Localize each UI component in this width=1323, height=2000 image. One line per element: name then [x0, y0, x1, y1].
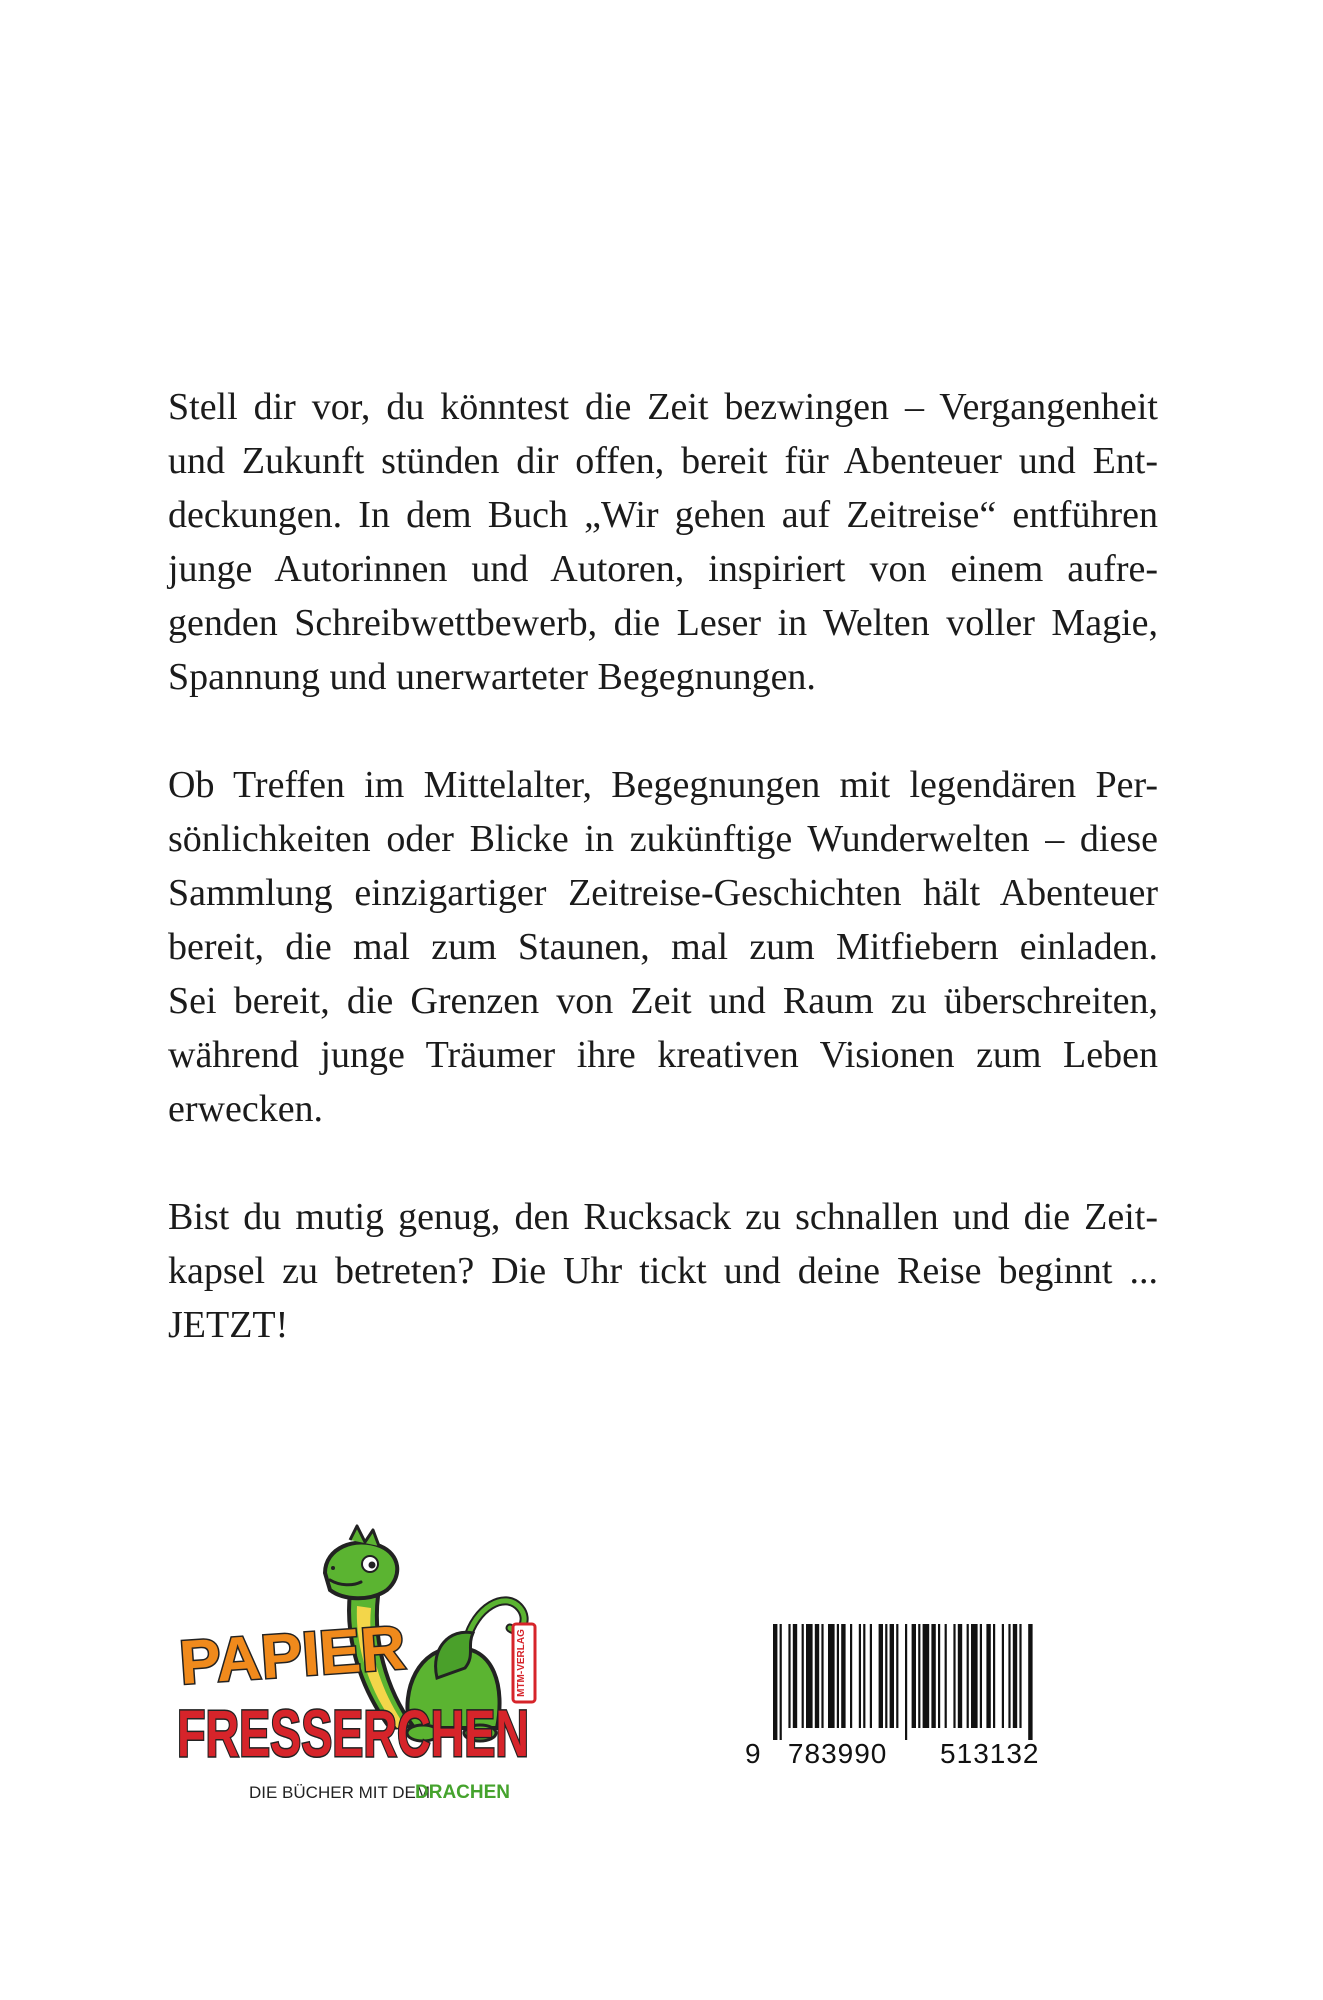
barcode-bar [912, 1624, 916, 1728]
blurb-line: Spannung und unerwarteter Begegnungen. [168, 656, 816, 698]
barcode-bar [1028, 1624, 1032, 1740]
barcode-bar [841, 1624, 845, 1728]
barcode-bar [773, 1624, 777, 1740]
blurb-paragraph-3 [168, 1190, 1158, 1352]
barcode-bar [1002, 1624, 1004, 1728]
barcode-bar [905, 1624, 907, 1740]
barcode-digits [745, 1738, 1065, 1770]
barcode-bar [890, 1624, 894, 1728]
barcode-bar [815, 1624, 819, 1728]
barcode-bar [793, 1624, 797, 1728]
barcode-bar [918, 1624, 920, 1728]
barcode-digit-first: 9 [745, 1738, 762, 1769]
svg-text:PAPIER: PAPIER [177, 1613, 408, 1698]
barcode-bar [788, 1624, 790, 1728]
barcode-bar [1008, 1624, 1010, 1728]
barcode-bar [870, 1624, 872, 1728]
barcode-bar [986, 1624, 990, 1728]
barcode-bar [980, 1624, 982, 1728]
barcode-bar [945, 1624, 947, 1728]
blurb-line: Sei bereit, die Grenzen von Zeit und Raum zu überschreiten, [168, 980, 1158, 1022]
isbn-barcode [745, 1620, 1065, 1780]
blurb-line: Bist du mutig genug, den Rucksack zu schnallen und die Zeit- [168, 1196, 1158, 1238]
publisher-logo [175, 1528, 595, 1818]
blurb-paragraph-1 [168, 380, 1158, 704]
barcode-bar [850, 1624, 852, 1728]
barcode-bar [967, 1624, 969, 1728]
barcode-bar [938, 1624, 940, 1728]
barcode-bar [958, 1624, 962, 1728]
barcode-bar [780, 1624, 782, 1740]
blurb-paragraph-2 [168, 758, 1158, 1136]
svg-text:DIE BÜCHER MIT DEM: DIE BÜCHER MIT DEM [249, 1783, 431, 1802]
barcode-bar [993, 1624, 995, 1728]
barcode-bar [821, 1624, 823, 1728]
barcode-bar [806, 1624, 813, 1728]
barcode-bar [802, 1624, 804, 1728]
mtm-verlag-badge [513, 1624, 535, 1702]
barcode-bar [879, 1624, 883, 1728]
blurb-line: JETZT! [168, 1304, 289, 1346]
blurb-text [168, 380, 1158, 1406]
barcode-digits-left: 783990 [787, 1738, 888, 1769]
svg-text:DRACHEN: DRACHEN [415, 1782, 510, 1803]
barcode-bar [859, 1624, 861, 1728]
svg-text:FRESSERCHEN: FRESSERCHEN [177, 1696, 529, 1770]
blurb-line: sönlichkeiten oder Blicke in zukünftige Wunderwelten – diese [168, 818, 1158, 860]
barcode-bar [863, 1624, 865, 1728]
blurb-line: kapsel zu betreten? Die Uhr tickt und deine Reise beginnt ... [168, 1250, 1158, 1292]
blurb-line: Ob Treffen im Mittelalter, Begegnungen mit legendären Per- [168, 764, 1158, 806]
barcode-bar [837, 1624, 839, 1728]
barcode-bars [745, 1620, 1065, 1740]
barcode-bar [1019, 1624, 1021, 1728]
blurb-line: junge Autorinnen und Autoren, inspiriert von einem aufre- [168, 548, 1158, 590]
blurb-line: erwecken. [168, 1088, 324, 1130]
barcode-bar [896, 1624, 898, 1728]
blurb-line: genden Schreibwettbewerb, die Leser in Welten voller Magie, [168, 602, 1158, 644]
blurb-line: bereit, die mal zum Staunen, mal zum Mitfiebern einladen. [168, 926, 1158, 968]
barcode-bar [1013, 1624, 1017, 1728]
barcode-bar [931, 1624, 935, 1728]
barcode-bar [971, 1624, 978, 1728]
barcode-bar [953, 1624, 955, 1728]
blurb-line: Sammlung einzigartiger Zeitreise-Geschichten hält Abenteuer [168, 872, 1158, 914]
blurb-line: und Zukunft stünden dir offen, bereit für Abenteuer und Ent- [168, 440, 1158, 482]
dragon-mascot-icon [175, 1528, 595, 1818]
barcode-bar [828, 1624, 835, 1728]
barcode-bar [923, 1624, 930, 1728]
blurb-line: deckungen. In dem Buch „Wir gehen auf Zeitreise“ entführen [168, 494, 1158, 536]
blurb-line: Stell dir vor, du könntest die Zeit bezwingen – Vergangenheit [168, 386, 1158, 428]
blurb-line: während junge Träumer ihre kreativen Visionen zum Leben [168, 1034, 1158, 1076]
svg-text:MTM-VERLAG: MTM-VERLAG [516, 1629, 527, 1697]
barcode-digits-right: 513132 [940, 1738, 1040, 1769]
barcode-bar [885, 1624, 887, 1728]
